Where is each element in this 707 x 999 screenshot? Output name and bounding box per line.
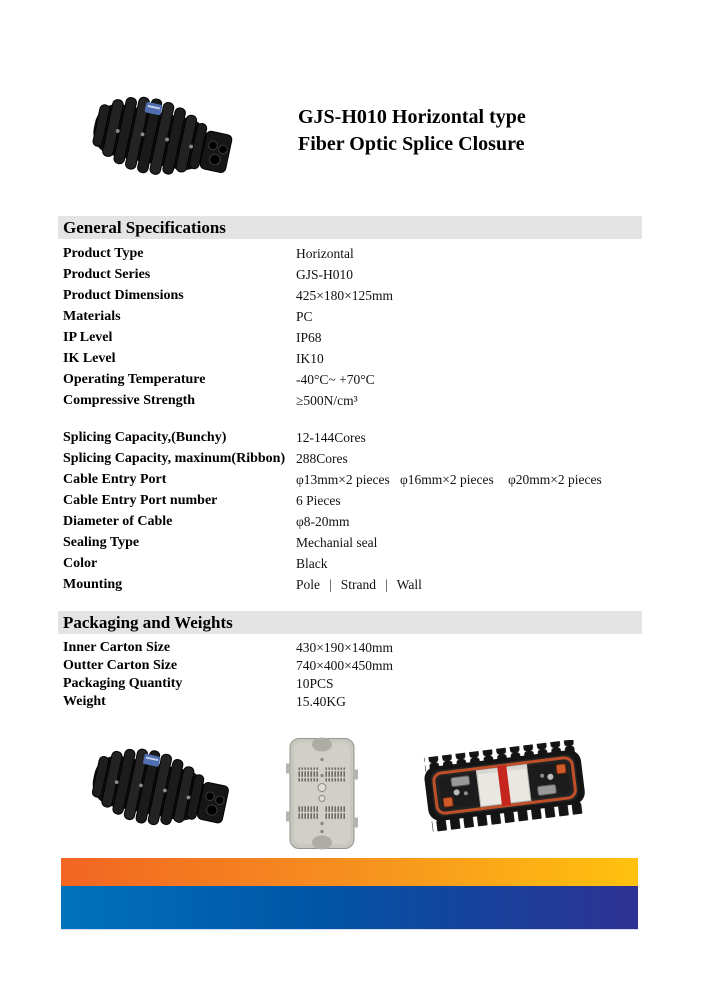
spec-value: IP68 — [296, 329, 322, 345]
spec-value: -40°C~ +70°C — [296, 371, 375, 387]
spec-label: IK Level — [63, 350, 116, 366]
section-heading-general-text: General Specifications — [63, 218, 226, 237]
spec-row-compressive-strength — [58, 390, 658, 411]
spec-label: Compressive Strength — [63, 392, 196, 408]
product-title-line1: GJS-H010 Horizontal type — [298, 106, 526, 128]
spec-label: Weight — [63, 694, 106, 709]
spec-value: 425×180×125mm — [296, 287, 393, 303]
spec-label: Color — [63, 555, 98, 571]
mounting-option-wall: Wall — [396, 576, 422, 592]
spec-value: GJS-H010 — [296, 266, 354, 282]
packaging-specs-group — [58, 639, 658, 711]
spec-row-cable-entry-port — [58, 469, 658, 490]
photo-closure-interior — [418, 740, 592, 837]
spec-row-ip-level — [58, 327, 658, 348]
separator: | — [384, 576, 388, 592]
spec-row-color — [58, 553, 658, 574]
spec-label: Outter Carton Size — [63, 658, 178, 673]
footer-bar-orange — [61, 858, 638, 886]
mounting-option-pole: Pole — [296, 576, 321, 592]
spec-label: Product Type — [63, 245, 144, 261]
spec-value: ≥500N/cm³ — [296, 392, 358, 408]
spec-value-mounting — [296, 577, 422, 593]
spec-label: Inner Carton Size — [63, 640, 171, 655]
product-title-line2: Fiber Optic Splice Closure — [298, 133, 525, 155]
spec-row-weight — [58, 693, 658, 711]
spec-label: Splicing Capacity,(Bunchy) — [63, 429, 227, 445]
spec-row-product-series — [58, 264, 658, 285]
photo-splice-tray — [286, 735, 358, 852]
spec-label: Splicing Capacity, maxinum(Ribbon) — [63, 450, 286, 466]
spec-row-materials — [58, 306, 658, 327]
spec-label: Cable Entry Port number — [63, 492, 218, 508]
spec-value: 740×400×450mm — [296, 658, 393, 673]
spec-value: PC — [296, 308, 313, 324]
spec-value: 15.40KG — [296, 694, 346, 709]
spec-row-sealing-type — [58, 532, 658, 553]
spec-label: Diameter of Cable — [63, 513, 173, 529]
spec-value: 12-144Cores — [296, 429, 366, 445]
spec-row-mounting — [58, 574, 658, 595]
spec-label: Product Series — [63, 266, 151, 282]
footer-bar-blue — [61, 886, 638, 930]
spec-label: Cable Entry Port — [63, 471, 167, 487]
spec-value: 10PCS — [296, 676, 334, 691]
mounting-option-strand: Strand — [340, 576, 376, 592]
spec-value: Mechanial seal — [296, 534, 378, 550]
spec-value: Black — [296, 555, 328, 571]
spec-value: φ20mm×2 pieces — [508, 471, 602, 487]
section-heading-packaging — [58, 611, 642, 634]
spec-value-group — [296, 472, 602, 488]
spec-value: φ8-20mm — [296, 513, 350, 529]
spec-label: Operating Temperature — [63, 371, 206, 387]
spec-row-packaging-quantity — [58, 675, 658, 693]
spec-row-inner-carton-size — [58, 639, 658, 657]
spec-row-splicing-capacity-bunchy — [58, 427, 658, 448]
spec-row-outter-carton-size — [58, 657, 658, 675]
spec-row-operating-temperature — [58, 369, 658, 390]
section-heading-general — [58, 216, 642, 239]
spec-value: IK10 — [296, 350, 324, 366]
spec-label: Mounting — [63, 576, 123, 592]
spec-value: Horizontal — [296, 245, 354, 261]
spec-value: φ13mm×2 pieces — [296, 471, 390, 487]
general-specs-group1 — [58, 243, 658, 411]
spec-label: Sealing Type — [63, 534, 140, 550]
spec-label: Packaging Quantity — [63, 676, 183, 691]
spec-value: 288Cores — [296, 450, 348, 466]
general-specs-group2 — [58, 427, 658, 595]
spec-row-product-dimensions — [58, 285, 658, 306]
spec-label: Product Dimensions — [63, 287, 184, 303]
spec-row-splicing-capacity-ribbon — [58, 448, 658, 469]
spec-row-product-type — [58, 243, 658, 264]
spec-label: Materials — [63, 308, 121, 324]
section-heading-packaging-text: Packaging and Weights — [63, 613, 233, 632]
spec-value: 6 Pieces — [296, 492, 341, 508]
spec-label: IP Level — [63, 329, 113, 345]
product-photo-hero — [84, 90, 240, 190]
spec-value: φ16mm×2 pieces — [400, 471, 494, 487]
spec-row-diameter-of-cable — [58, 511, 658, 532]
spec-value: 430×190×140mm — [296, 640, 393, 655]
spec-row-cable-entry-port-number — [58, 490, 658, 511]
separator: | — [329, 576, 332, 592]
spec-row-ik-level — [58, 348, 658, 369]
page-title — [298, 104, 658, 158]
photo-closure-exterior — [84, 742, 236, 840]
